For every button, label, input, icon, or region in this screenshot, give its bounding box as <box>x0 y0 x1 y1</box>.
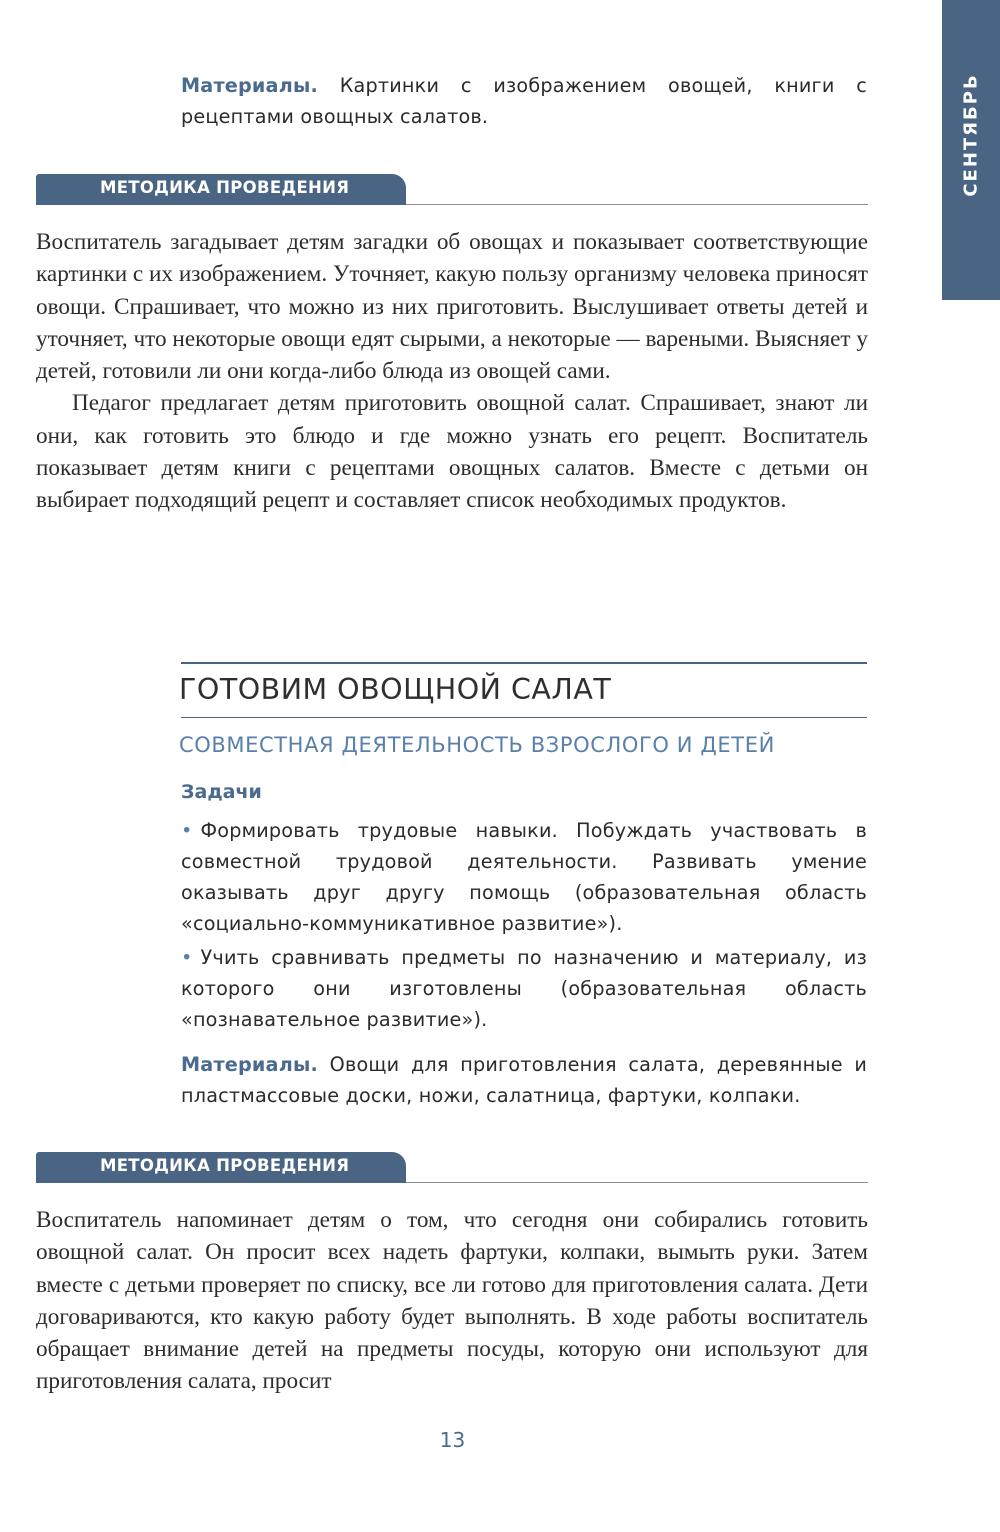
activity-title: ГОТОВИМ ОВОЩНОЙ САЛАТ <box>179 673 612 706</box>
paragraph: Воспитатель напоминает детям о том, что сегодня они собирались готовить овощной салат. Он просит всех надеть фартуки, колпаки, вымыть руки. Затем вместе с детьми проверяет по списку, все ли готово для приготовления салата. Дети договариваются, кто какую работу будет выполнять. В ходе работы воспитатель обращает внимание детей на предметы посуды, которую они используют для приготовления салата, просит <box>36 1207 868 1395</box>
materials-text-2: Овощи для приготовления салата, деревянные и пластмассовые доски, ножи, салатница, фартуки, колпаки. <box>181 1053 867 1107</box>
materials-block-2 <box>181 1049 867 1111</box>
materials-label-1: Материалы. <box>181 74 318 97</box>
materials-text-1: Картинки с изображением овощей, книги с рецептами овощных салатов. <box>181 74 867 128</box>
tasks-heading: Задачи <box>181 781 262 803</box>
tasks-list <box>181 815 867 1038</box>
method-divider-1 <box>406 204 868 205</box>
method-heading-bar-1 <box>36 174 406 205</box>
title-top-rule <box>181 662 867 664</box>
month-label: СЕНТЯБРЬ <box>960 73 982 197</box>
page-number: 13 <box>439 1428 466 1452</box>
method-heading-1: МЕТОДИКА ПРОВЕДЕНИЯ <box>100 178 350 197</box>
paragraph: Педагог предлагает детям приготовить овощной салат. Спрашивает, знают ли они, как готовить это блюдо и где можно узнать его рецепт. Воспитатель показывает детям книги с рецептами овощных салатов. Вместе с детьми он выбирает подходящий рецепт и составляет список необходимых продуктов. <box>36 390 868 514</box>
task-item: • Учить сравнивать предметы по назначению и материалу, из которого они изготовлены (образовательная область «познавательное развитие»). <box>181 946 867 1031</box>
method-heading-bar-2 <box>36 1152 406 1183</box>
task-item: • Формировать трудовые навыки. Побуждать участвовать в совместной трудовой деятельности. Развивать умение оказывать друг другу помощь (образовательная область «социально-коммуникативное развитие»). <box>181 819 867 935</box>
bullet-dot-icon: • <box>181 946 193 969</box>
method-divider-2 <box>406 1182 868 1183</box>
title-bottom-rule <box>181 717 867 718</box>
bullet-dot-icon: • <box>181 819 193 842</box>
activity-subtitle: СОВМЕСТНАЯ ДЕЯТЕЛЬНОСТЬ ВЗРОСЛОГО И ДЕТЕЙ <box>179 733 775 757</box>
body-text-2 <box>36 1204 868 1398</box>
method-heading-2: МЕТОДИКА ПРОВЕДЕНИЯ <box>100 1156 350 1175</box>
materials-block-1 <box>181 70 867 132</box>
materials-label-2: Материалы. <box>181 1053 318 1076</box>
month-side-tab <box>942 0 1000 300</box>
body-text-1 <box>36 226 868 517</box>
paragraph: Воспитатель загадывает детям загадки об овощах и показывает соответствующие картинки с их изображением. Уточняет, какую пользу организму человека приносят овощи. Спрашивает, что можно из них приготовить. Выслушивает ответы детей и уточняет, что некоторые овощи едят сырыми, а некоторые — вареными. Выясняет у детей, готовили ли они когда-либо блюда из овощей сами. <box>36 229 868 385</box>
